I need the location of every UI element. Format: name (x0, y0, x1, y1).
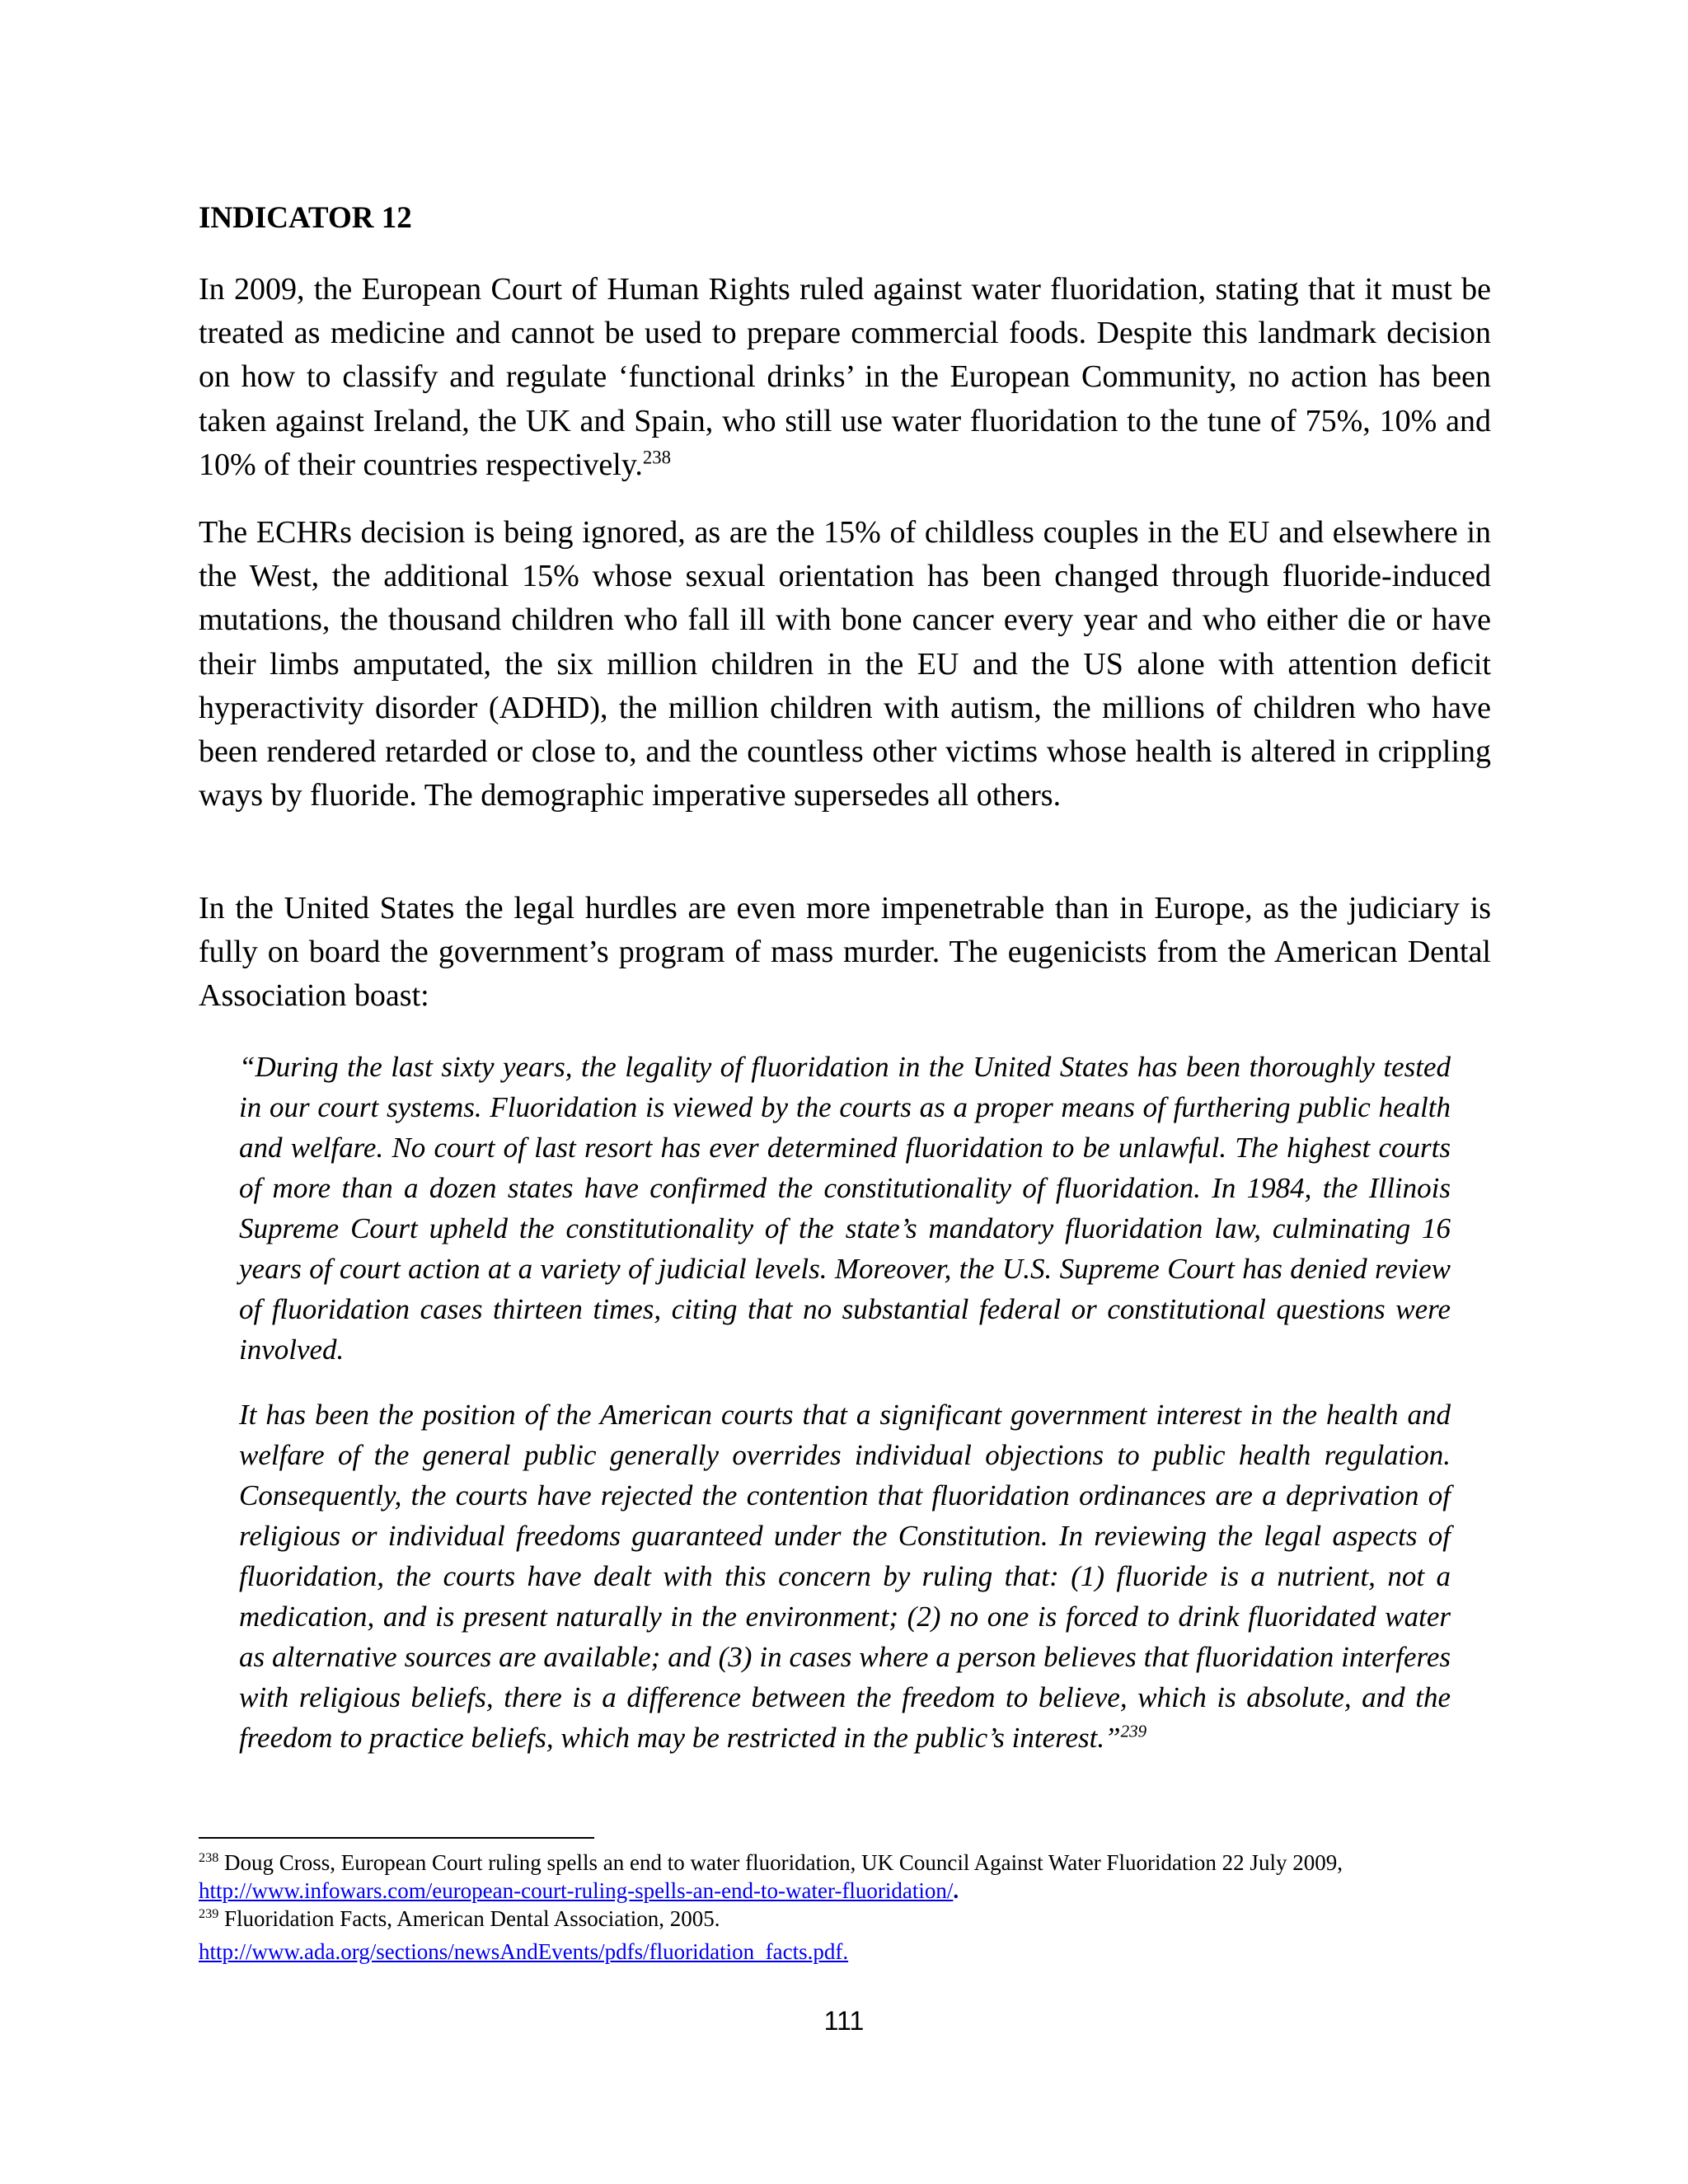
footnote-239-link-line (199, 1933, 1491, 1966)
section-heading: INDICATOR 12 (199, 201, 412, 235)
footnote-separator (199, 1837, 594, 1839)
block-quote-paragraph-2 (239, 1394, 1451, 1758)
block-quote-paragraph-2-text: It has been the position of the American courts that a significant government interest in the health and welfare of the general public generally overrides individual objections to public health regulation. Consequently, the courts have rejected the contention that fluoridation ordinances are a deprivation of religious or individual freedoms guaranteed under the Constitution. In reviewing the legal aspects of fluoridation, the courts have dealt with this concern by ruling that: (1) fluoride is a nutrient, not a medication, and is present naturally in the environment; (2) no one is forced to drink fluoridated water as alternative sources are available; and (3) in cases where a person believes that fluoridation interferes with religious beliefs, there is a difference between the freedom to believe, which is absolute, and the freedom to practice beliefs, which may be restricted in the public’s interest.” (239, 1399, 1451, 1754)
footnote-ref-238[interactable]: 238 (642, 447, 672, 468)
page-number: 111 (823, 2006, 865, 2036)
paragraph-3: In the United States the legal hurdles are even more impenetrable than in Europe, as the judiciary is fully on board the government’s program of mass murder. The eugenicists from the American Dental Association boast: (199, 891, 1491, 1014)
footnote-238-text: Doug Cross, European Court ruling spells an end to water fluoridation, UK Council Against Water Fluoridation 22 July 2009, (218, 1850, 1343, 1875)
footnote-239-text: Fluoridation Facts, American Dental Association, 2005. (218, 1906, 720, 1931)
footnote-239-number: 239 (199, 1906, 219, 1921)
footnote-238-number: 238 (199, 1850, 219, 1865)
paragraph-1 (199, 268, 1491, 487)
footnote-239 (199, 1905, 1491, 1933)
block-quote-paragraph-1: “During the last sixty years, the legality of fluoridation in the United States has been thoroughly tested in our court systems. Fluoridation is viewed by the courts as a proper means of furthering public health and welfare. No court of last resort has ever determined fluoridation to be unlawful. The highest courts of more than a dozen states have confirmed the constitutionality of fluoridation. In 1984, the Illinois Supreme Court upheld the constitutionality of the state’s mandatory fluoridation law, culminating 16 years of court action at a variety of judicial levels. Moreover, the U.S. Supreme Court has denied review of fluoridation cases thirteen times, citing that no substantial federal or constitutional questions were involved. (239, 1051, 1451, 1366)
footnote-238-link[interactable]: http://www.infowars.com/european-court-ruling-spells-an-end-to-water-fluoridation/ (199, 1878, 954, 1903)
footnote-238-period: . (953, 1878, 959, 1903)
footnote-239-link[interactable]: http://www.ada.org/sections/newsAndEvents/pdfs/fluoridation_facts.pdf. (199, 1939, 849, 1964)
footnotes (199, 1849, 1491, 1966)
footnote-238 (199, 1849, 1491, 1905)
paragraph-2: The ECHRs decision is being ignored, as are the 15% of childless couples in the EU and elsewhere in the West, the additional 15% whose sexual orientation has been changed through fluoride-induced mutations, the thousand children who fall ill with bone cancer every year and who either die or have their limbs amputated, the six million children in the EU and the US alone with attention deficit hyperactivity disorder (ADHD), the million children with autism, the millions of children who have been rendered retarded or close to, and the countless other victims whose health is altered in crippling ways by fluoride. The demographic imperative supersedes all others. (199, 515, 1491, 813)
footnote-ref-239[interactable]: 239 (1120, 1721, 1147, 1741)
paragraph-1-text: In 2009, the European Court of Human Rights ruled against water fluoridation, stating that it must be treated as medicine and cannot be used to prepare commercial foods. Despite this landmark decision on how to classify and regulate ‘functional drinks’ in the European Community, no action has been taken against Ireland, the UK and Spain, who still use water fluoridation to the tune of 75%, 10% and 10% of their countries respectively. (199, 272, 1491, 482)
